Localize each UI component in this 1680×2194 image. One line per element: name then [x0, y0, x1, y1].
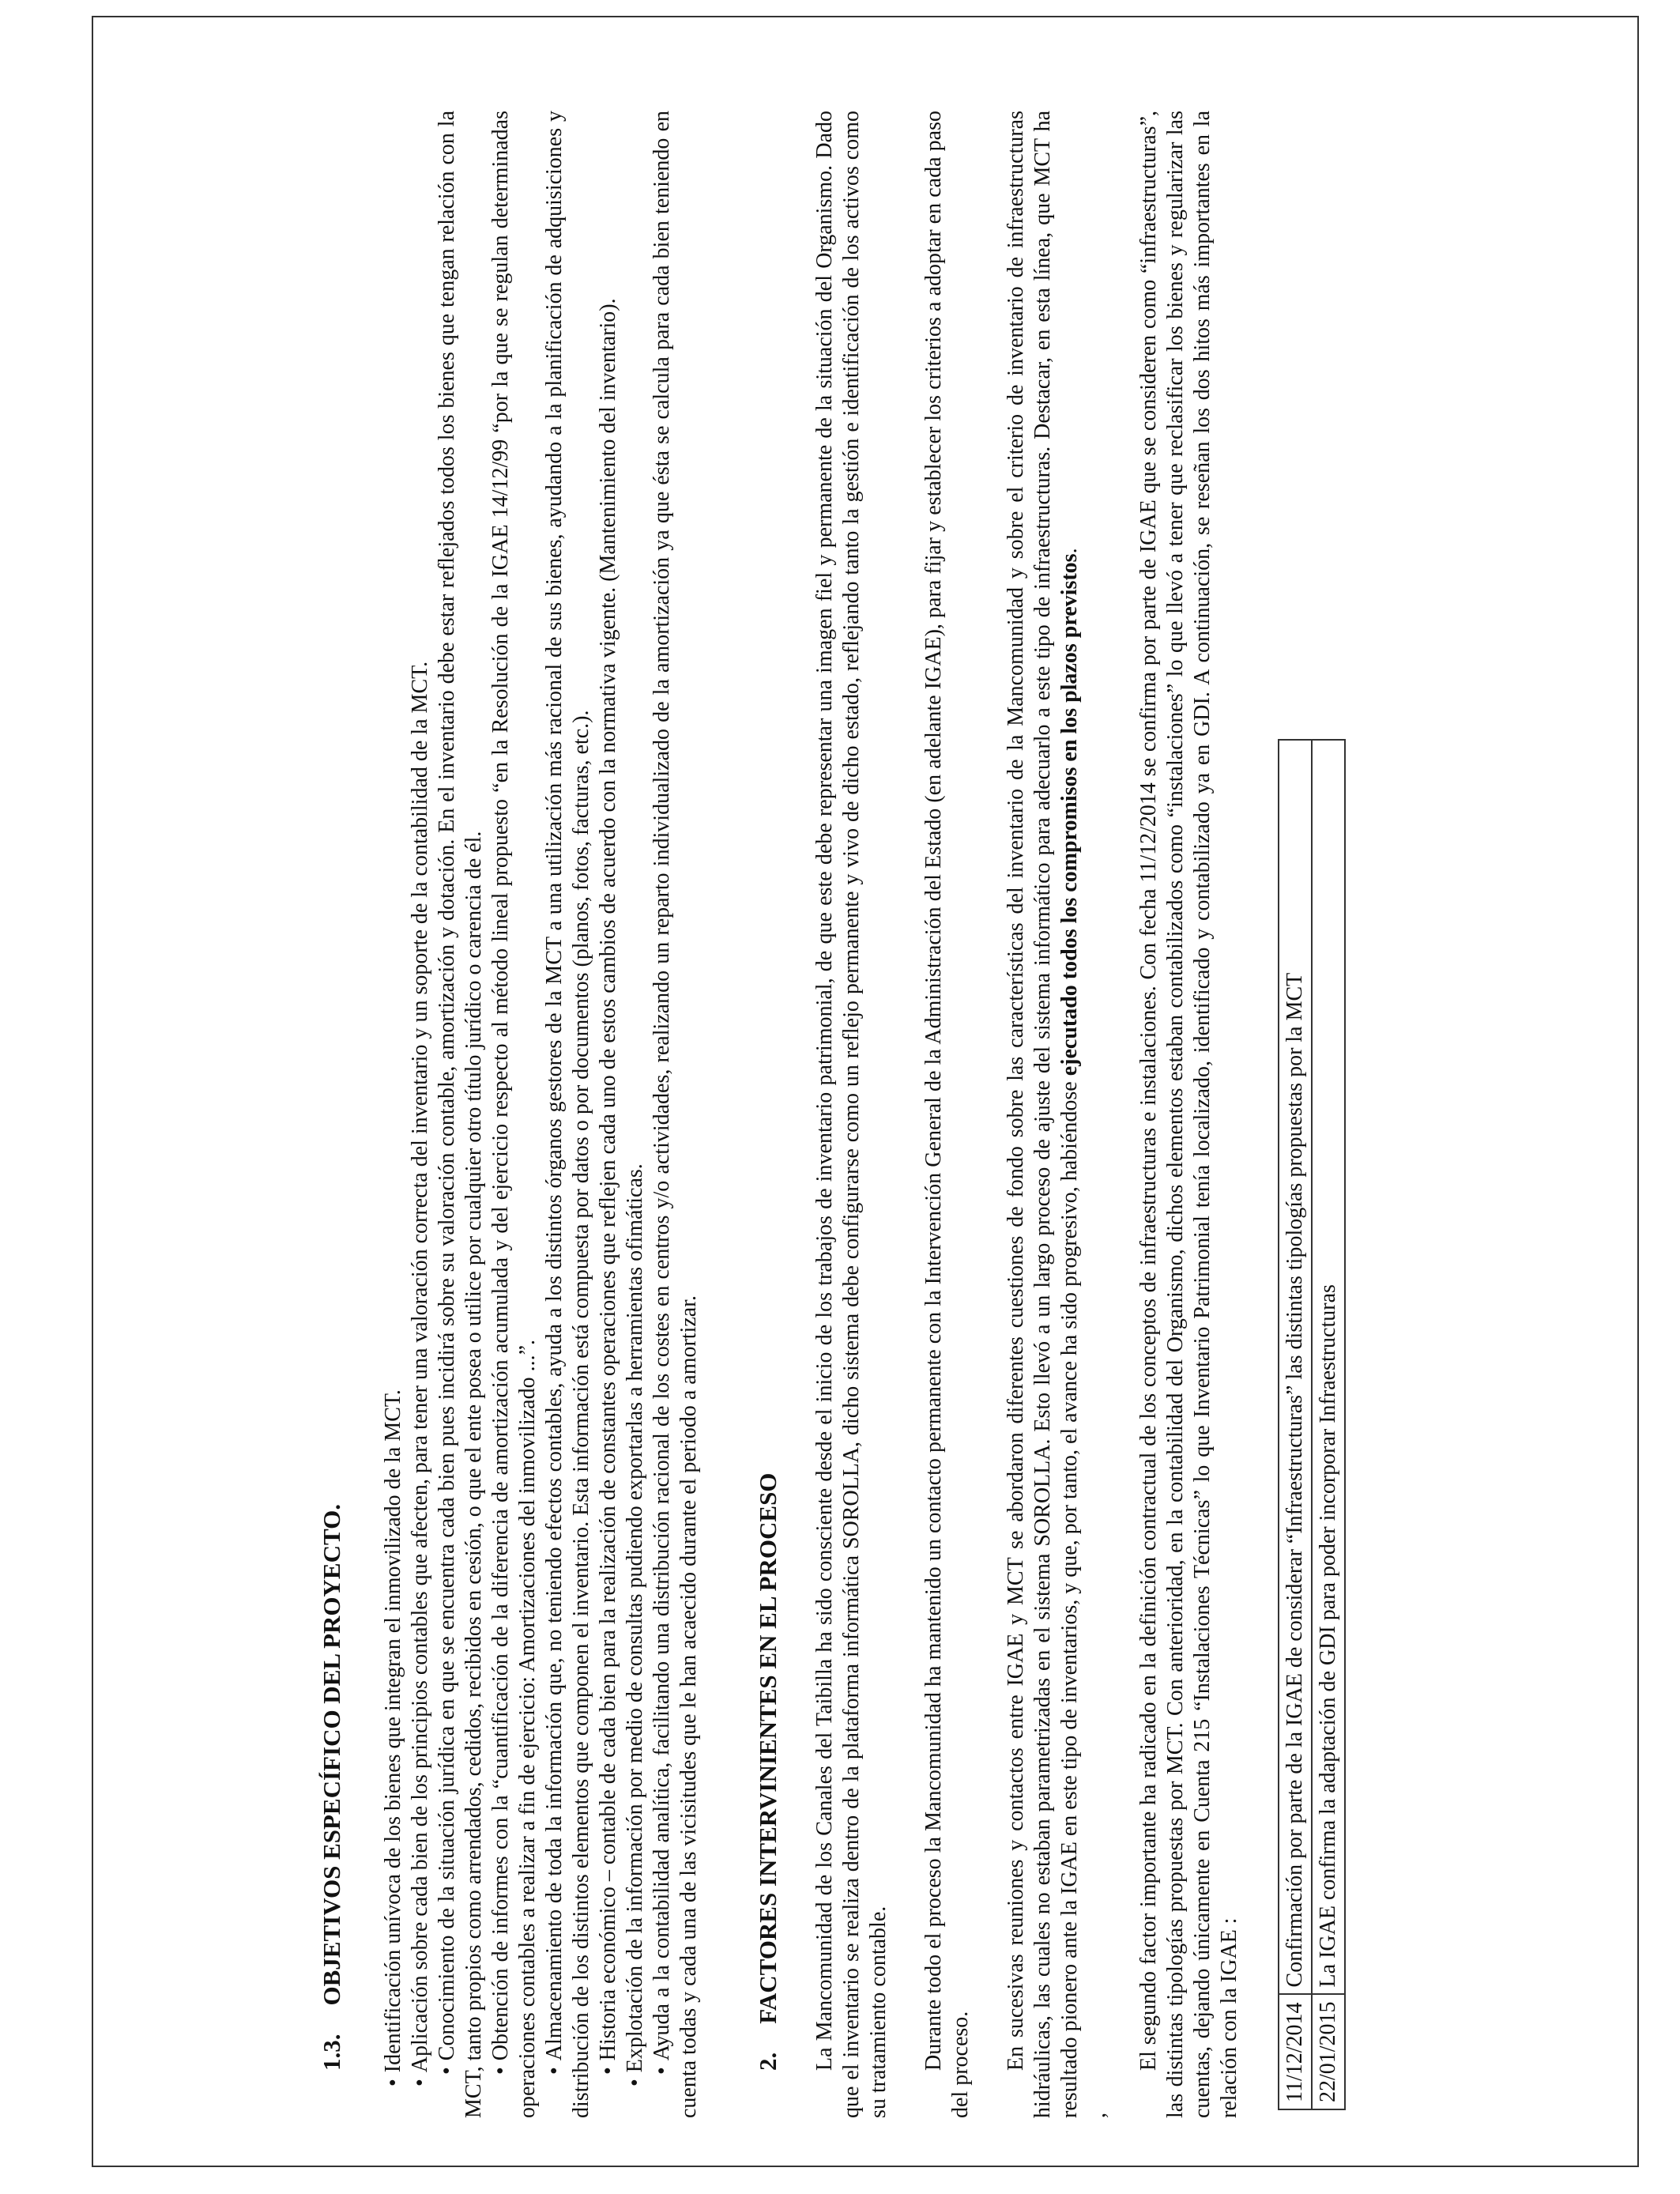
list-item — [649, 111, 703, 2118]
stray-mark: , — [1086, 2113, 1110, 2118]
bullet-icon: • — [381, 2079, 405, 2087]
list-item-text: Conocimiento de la situación jurídica en que se encuentra cada bien pues incidirá sobre su valoración contable, amortización y dotación. En el inventario debe estar reflejados todos los bienes que tengan relación con la MCT, tanto propios como arrendados, cedidos, recibidos en cesión, o que el ente posea o utilice por cualquier otro título jurídico o carencia de él. — [435, 111, 486, 2118]
bullet-icon: • — [542, 2067, 567, 2075]
list-item — [541, 111, 595, 2118]
list-item — [380, 111, 407, 2118]
objectives-list — [380, 111, 703, 2118]
section-2-heading — [753, 111, 783, 2071]
list-item-text: Historia económico – contable de cada bien para la realización de constantes operaciones que reflejen cada uno de estos cambios de acuerdo con la normativa vigente. (Mantenimiento del inventario). — [596, 298, 620, 2061]
page-border — [92, 16, 1639, 2167]
list-item — [595, 111, 622, 2118]
list-item-text: Obtención de informes con la “cuantificación de la diferencia de amortización acumulada y del ejercicio respecto al método lineal propuesto “en la Resolución de la IGAE 14/12/99 “por la que se regulan determinadas operaciones contables a realizar a fin de ejercicio: Amortizaciones del inmovilizado ...”. — [488, 111, 540, 2118]
list-item-text: Explotación de la información por medio de consultas pudiendo exportarlas a herramientas ofimáticas. — [623, 1163, 647, 2073]
section-2-number: 2. — [754, 2052, 782, 2071]
table-row — [1312, 740, 1345, 2109]
table-row — [1279, 740, 1312, 2109]
paragraph: El segundo factor importante ha radicado en la definición contractual de los conceptos de infraestructuras e instalaciones. Con fecha 11/12/2014 se confirma por parte de IGAE que se consideren como “infraestructuras”, las distintas tipologías propuestas por MCT. Con anterioridad, en la contabilidad del Organismo, dichos elementos estaban contabilizados como “instalaciones” lo que llevó a tener que reclasificar los bienes y regularizar las cuentas, dejando únicamente en Cuenta 215 “Instalaciones Técnicas” lo que Inventario Patrimonial tenía localizado, identificado y contabilizado ya en GDI. A continuación, se reseñan los dos hitos más importantes en la relación con la IGAE : — [1136, 111, 1241, 2118]
paragraph: La Mancomunidad de los Canales del Taibilla ha sido consciente desde el inicio de los trabajos de inventario patrimonial, de que este debe representar una imagen fiel y permanente de la situación del Organismo. Dado que el inventario se realiza dentro de la plataforma informática SOROLLA, dicho sistema debe configurarse como un reflejo permanente y vivo de dicho estado, reflejando tanto la gestión e identificación de los activos como su tratamiento contable. — [812, 111, 891, 2118]
rotated-document-page — [285, 103, 1581, 2126]
list-item — [488, 111, 541, 2118]
milestone-date: 11/12/2014 — [1279, 1994, 1312, 2109]
section-1-3-heading — [317, 111, 347, 2071]
list-item-text: Aplicación sobre cada bien de los principios contables que afecten, para tener una valoración correcta del inventario y un soporte de la contabilidad de la MCT. — [408, 661, 432, 2073]
paragraph-end: . — [1057, 548, 1082, 554]
list-item-text: Almacenamiento de toda la información que, no teniendo efectos contables, ayuda a los distintos órganos gestores de la MCT a una utilización más racional de sus bienes, ayudando a la planificación de adquisiciones y distribución de los distintos elementos que componen el inventario. Esta información está compuesta por datos o por documentos (planos, fotos, facturas, etc.). — [542, 111, 593, 2118]
paragraph-text: En sucesivas reuniones y contactos entre IGAE y MCT se abordaron diferentes cuestiones de fondo sobre las características del inventario de la Mancomunidad y sobre el criterio de inventario de infraestructuras hidráulicas, las cuales no estaban parametrizadas en el sistema SOROLLA. Esto llevó a un largo proceso de ajuste del sistema informático para adecuarlo a este tipo de infraestructuras. Destacar, en esta línea, que MCT ha resultado pionero ante la IGAE en este tipo de inventarios, y que, por tanto, el avance ha sido progresivo, habiéndose — [1004, 111, 1082, 2118]
section-1-3-number: 1.3. — [318, 2034, 345, 2071]
list-item-text: Ayuda a la contabilidad analítica, facilitando una distribución racional de los costes en centros y/o actividades, realizando un reparto individualizado de la amortización ya que ésta se calcula para cada bien teniendo en cuenta todas y cada una de las vicisitudes que le han acaecido durante el periodo a amortizar. — [650, 111, 701, 2118]
milestone-description: Confirmación por parte de la IGAE de considerar “Infraestructuras” las distintas tipologías propuestas por la MCT — [1279, 740, 1312, 1994]
list-item — [622, 111, 649, 2118]
paragraph-emphasis: ejecutado todos los compromisos en los plazos previstos — [1057, 553, 1082, 1076]
milestone-description: La IGAE confirma la adaptación de GDI para poder incorporar Infraestructuras — [1312, 740, 1345, 1994]
list-item — [434, 111, 488, 2118]
milestone-date: 22/01/2015 — [1312, 1994, 1345, 2109]
bullet-icon: • — [596, 2067, 620, 2075]
milestones-table — [1278, 739, 1346, 2110]
bullet-icon: • — [623, 2079, 647, 2087]
paragraph — [1003, 111, 1083, 2118]
bullet-icon: • — [435, 2067, 459, 2075]
bullet-icon: • — [408, 2079, 432, 2087]
paragraph: Durante todo el proceso la Mancomunidad ha mantenido un contacto permanente con la Intervención General de la Administración del Estado (en adelante IGAE), para fijar y establecer los criterios a adoptar en cada paso del proceso. — [921, 111, 973, 2118]
section-2-title: FACTORES INTERVINIENTES EN EL PROCESO — [754, 1472, 782, 2024]
list-item-text: Identificación unívoca de los bienes que integran el inmovilizado de la MCT. — [381, 1389, 405, 2073]
section-1-3-title: OBJETIVOS ESPECÍFICO DEL PROYECTO. — [318, 1504, 345, 2006]
bullet-icon: • — [650, 2067, 674, 2075]
bullet-icon: • — [488, 2067, 513, 2075]
list-item — [407, 111, 434, 2118]
